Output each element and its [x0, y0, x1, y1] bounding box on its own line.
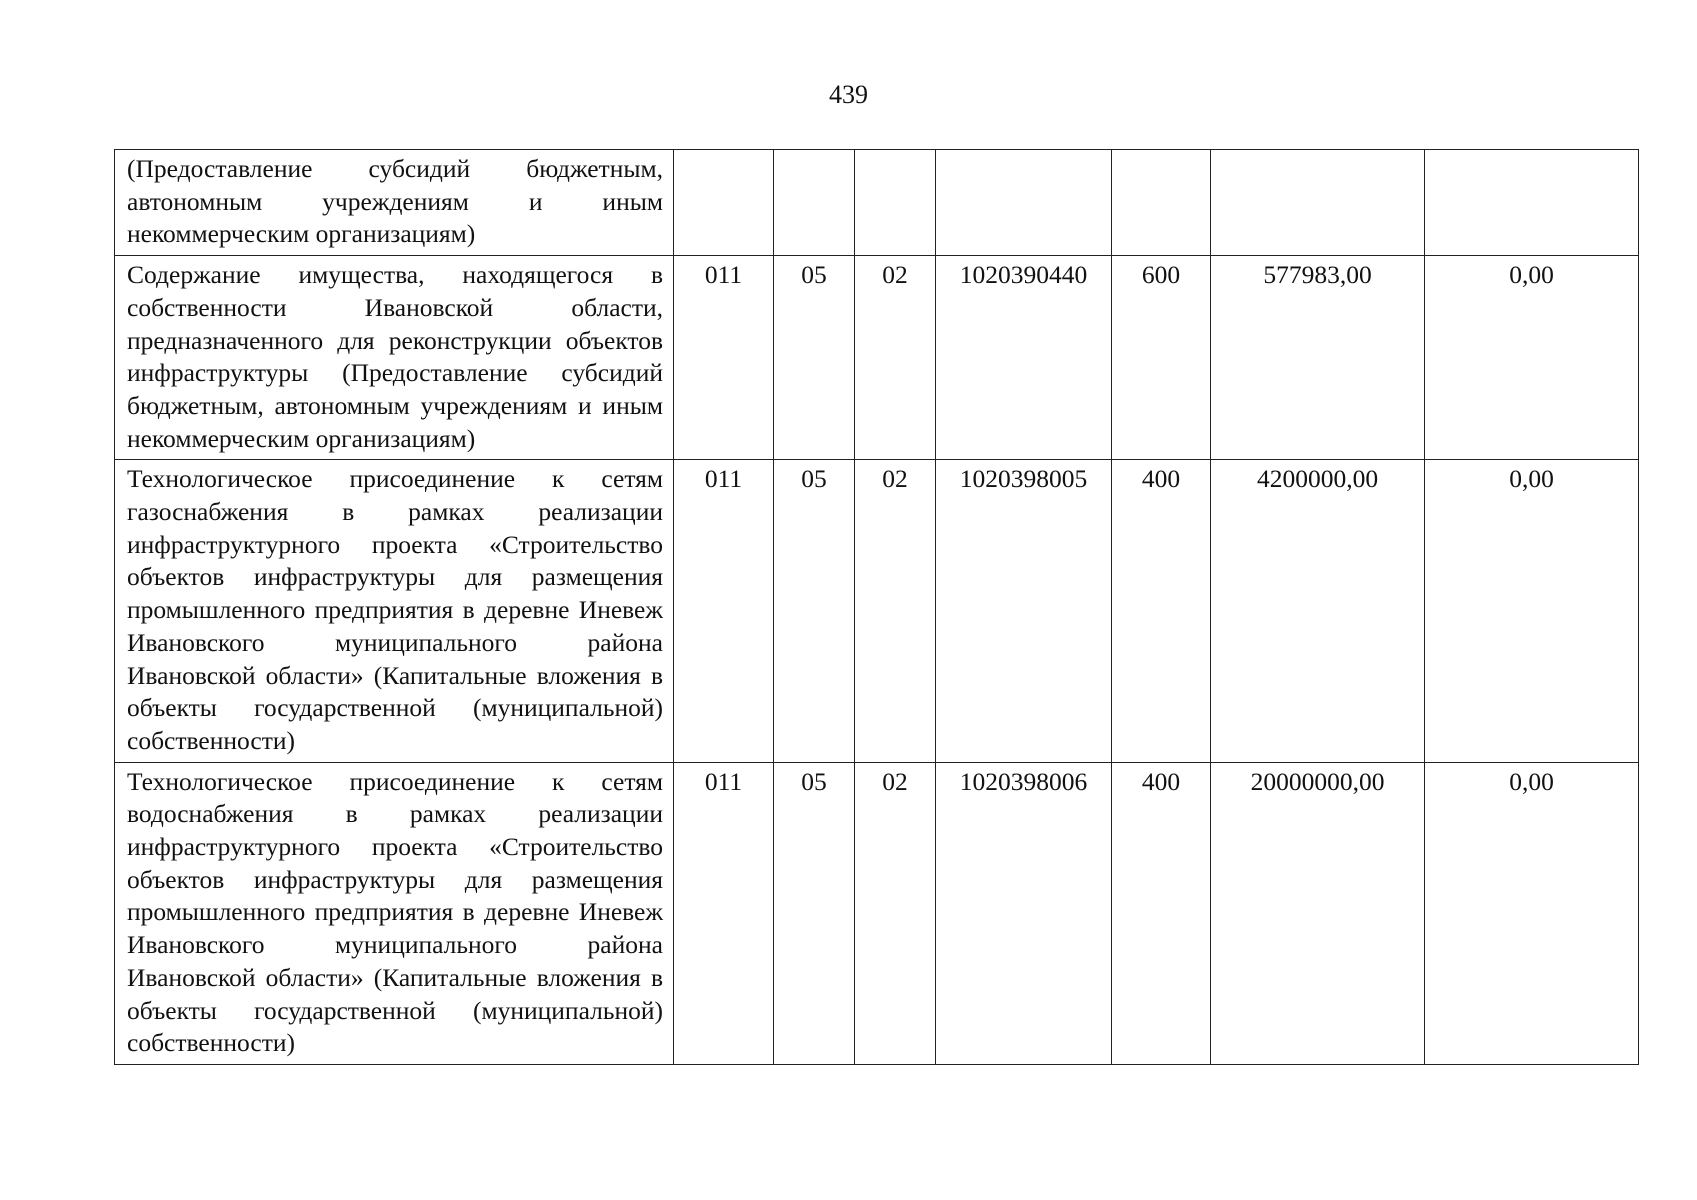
target-article-code: 1020398006	[936, 762, 1112, 1064]
subsection-code: 02	[855, 460, 936, 762]
row-description: Содержание имущества, находящегося в собственности Ивановской области, предназначенного для реконструкции объектов инфраструктуры (Предоставление субсидий бюджетным, автономным учреждениям и иным некоммерческим организациям)	[115, 256, 674, 460]
section-code: 05	[774, 762, 855, 1064]
row-description: Технологическое присоединение к сетям газоснабжения в рамках реализации инфраструктурного проекта «Строительство объектов инфраструктуры для размещения промышленного предприятия в деревне Иневеж Ивановского муниципального района Ивановской области» (Капитальные вложения в объекты государственной (муниципальной) собственности)	[115, 460, 674, 762]
table-row	[115, 762, 1639, 1064]
expense-type-code: 600	[1112, 256, 1211, 460]
amount-1	[1211, 150, 1425, 256]
amount-1: 20000000,00	[1211, 762, 1425, 1064]
subsection-code: 02	[855, 256, 936, 460]
target-article-code	[936, 150, 1112, 256]
amount-1: 577983,00	[1211, 256, 1425, 460]
amount-2: 0,00	[1425, 256, 1639, 460]
target-article-code: 1020390440	[936, 256, 1112, 460]
amount-2	[1425, 150, 1639, 256]
ministry-code: 011	[674, 256, 774, 460]
section-code: 05	[774, 256, 855, 460]
table-row	[115, 256, 1639, 460]
expense-type-code	[1112, 150, 1211, 256]
subsection-code: 02	[855, 762, 936, 1064]
ministry-code: 011	[674, 460, 774, 762]
table-row	[115, 150, 1639, 256]
target-article-code: 1020398005	[936, 460, 1112, 762]
amount-1: 4200000,00	[1211, 460, 1425, 762]
section-code: 05	[774, 460, 855, 762]
page-number: 439	[829, 80, 868, 109]
budget-table	[114, 149, 1639, 1065]
expense-type-code: 400	[1112, 460, 1211, 762]
subsection-code	[855, 150, 936, 256]
ministry-code: 011	[674, 762, 774, 1064]
ministry-code	[674, 150, 774, 256]
expense-type-code: 400	[1112, 762, 1211, 1064]
section-code	[774, 150, 855, 256]
row-description: Технологическое присоединение к сетям водоснабжения в рамках реализации инфраструктурного проекта «Строительство объектов инфраструктуры для размещения промышленного предприятия в деревне Иневеж Ивановского муниципального района Ивановской области» (Капитальные вложения в объекты государственной (муниципальной) собственности)	[115, 762, 674, 1064]
table-row	[115, 460, 1639, 762]
amount-2: 0,00	[1425, 460, 1639, 762]
row-description: (Предоставление субсидий бюджетным, автономным учреждениям и иным некоммерческим организациям)	[115, 150, 674, 256]
amount-2: 0,00	[1425, 762, 1639, 1064]
